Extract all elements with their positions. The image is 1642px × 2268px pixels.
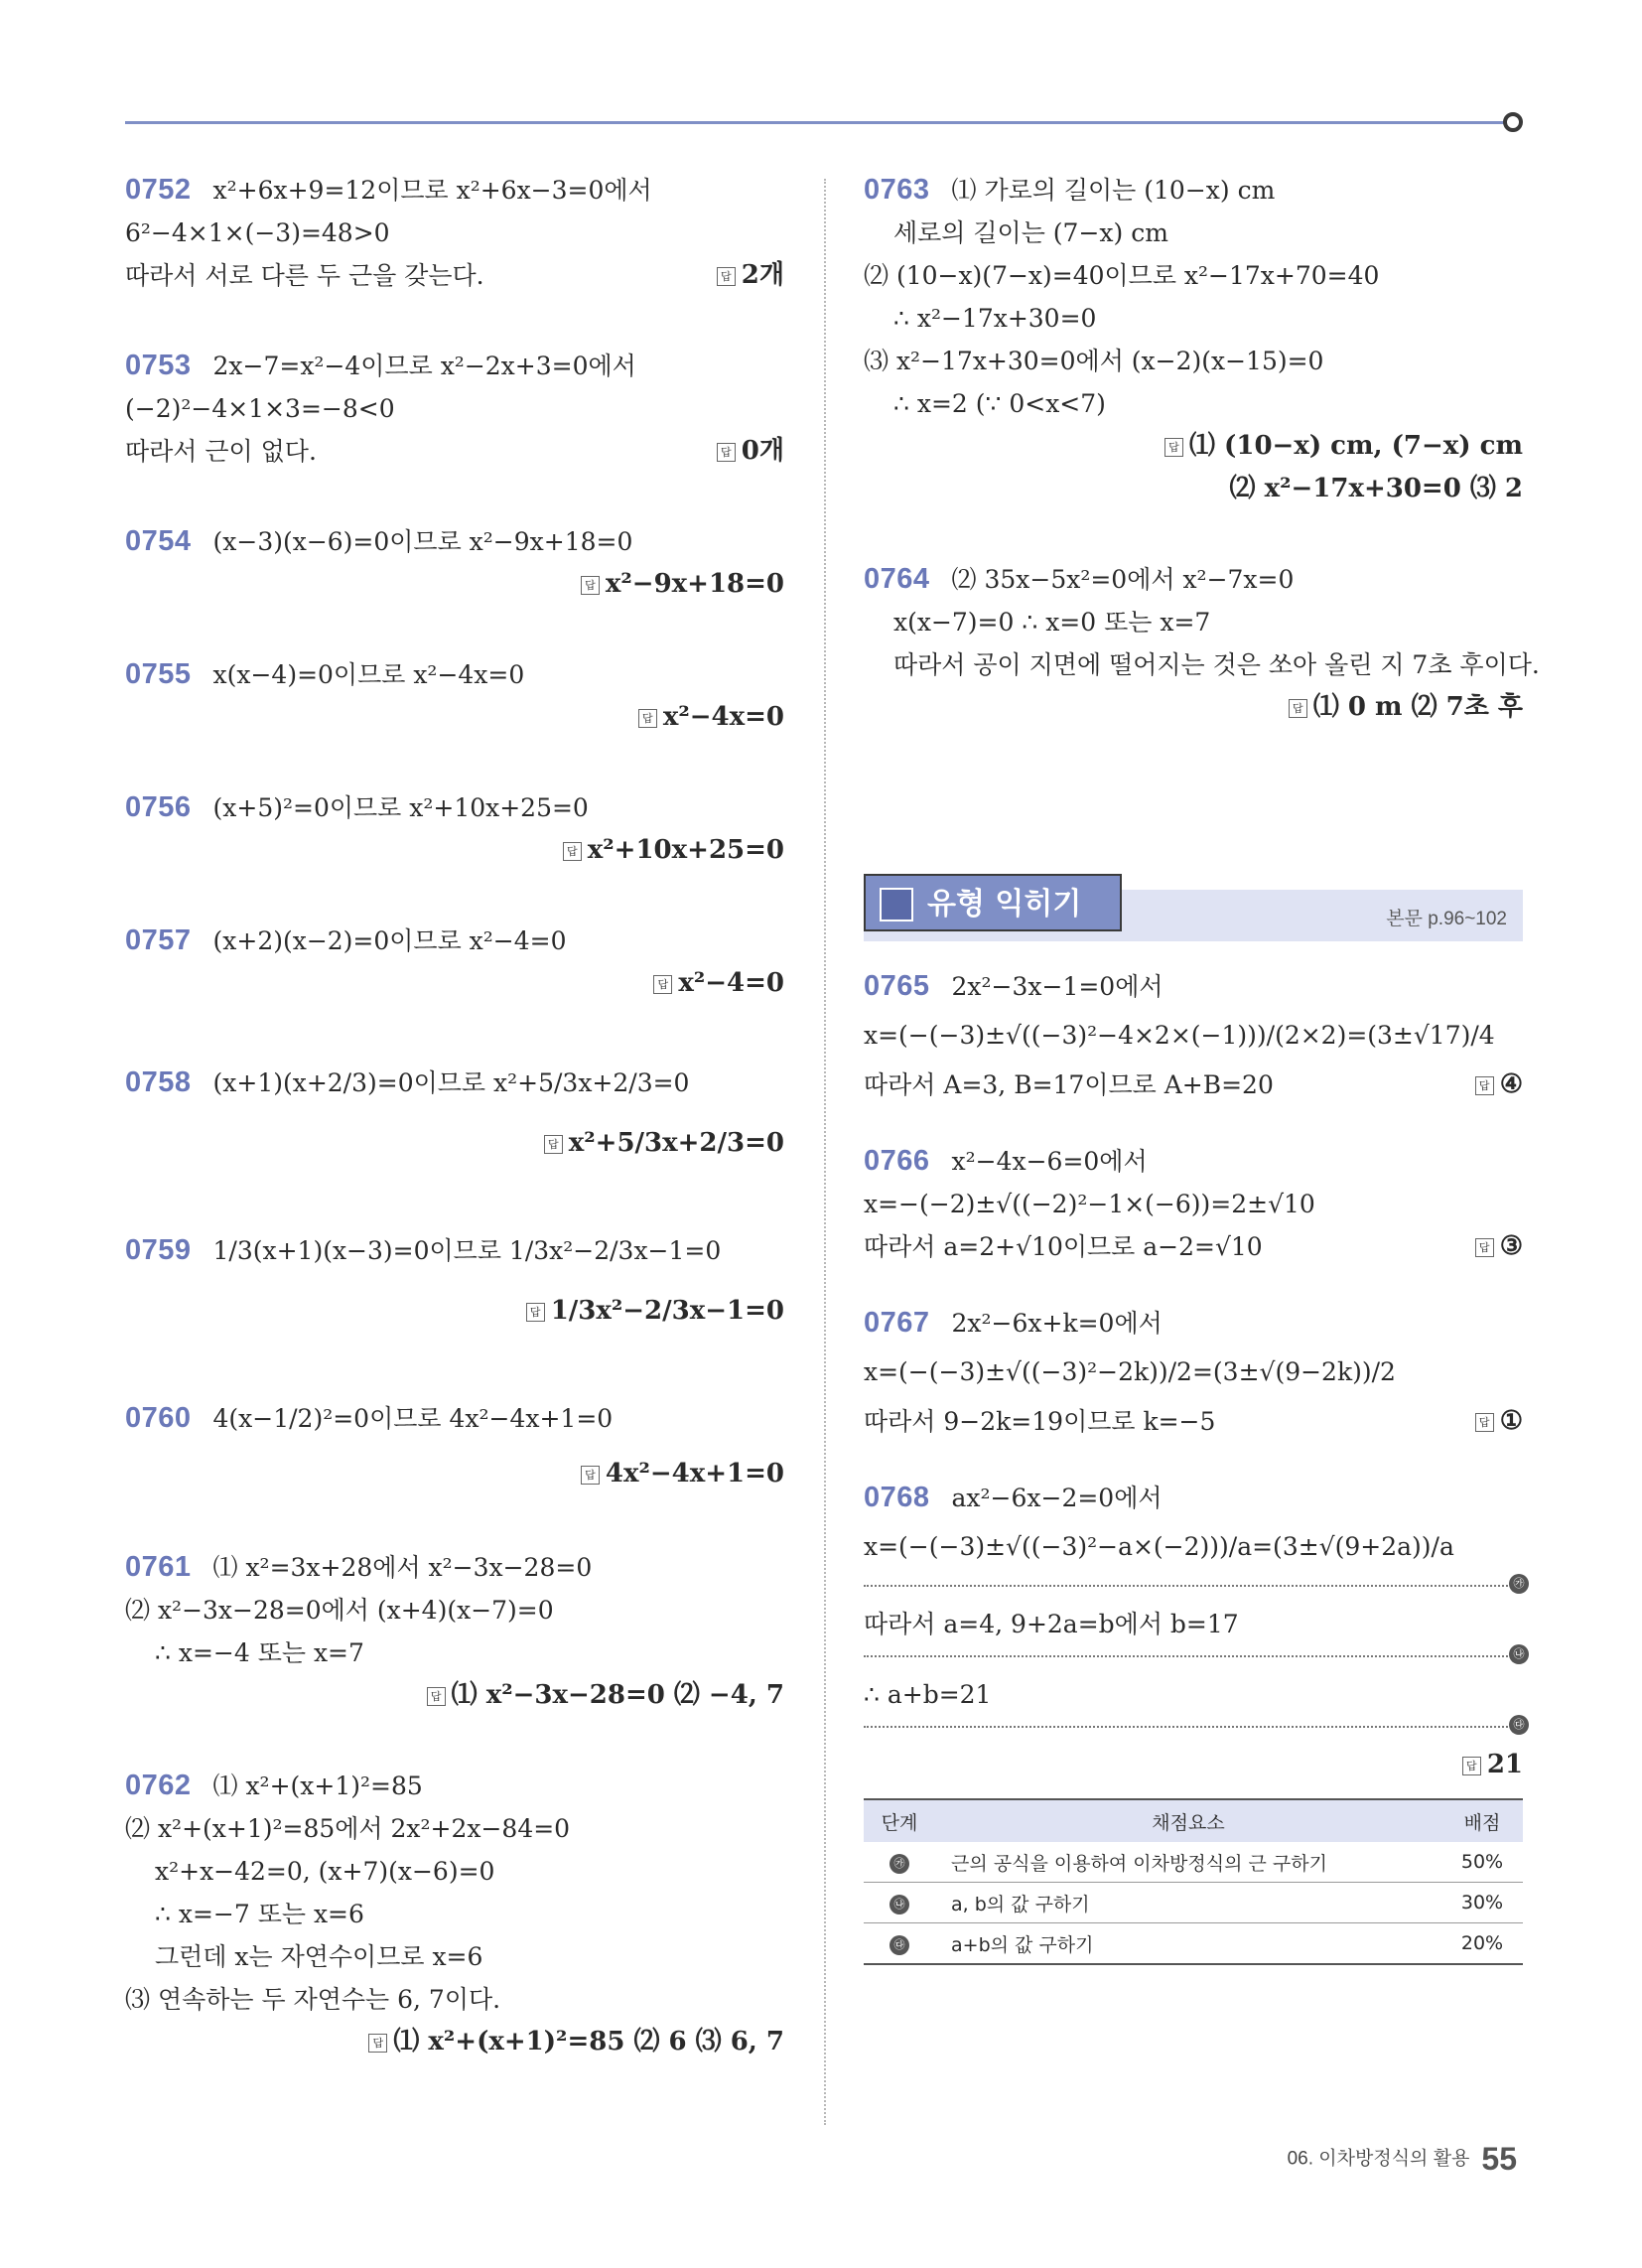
problem-number: 0764 (864, 563, 930, 595)
problem-0764 (864, 558, 1540, 729)
problem-0760 (125, 1388, 784, 1498)
solution-line: ∴ x²−17x+30=0 (893, 304, 1097, 333)
solution-line: ∴ x=2 (∵ 0<x<7) (893, 389, 1106, 418)
problem-number: 0757 (125, 924, 192, 956)
solution-line: x=(−(−3)±√((−3)²−2k))/2=(3±√(9−2k))/2 (864, 1357, 1396, 1386)
dotted-separator (864, 1647, 1525, 1660)
problem-number: 0753 (125, 350, 192, 381)
problem-number: 0768 (864, 1482, 930, 1513)
answer-icon: 답 (638, 709, 657, 728)
answer: ① (1499, 1406, 1523, 1436)
problem-number: 0758 (125, 1066, 192, 1098)
problem-number: 0759 (125, 1234, 192, 1266)
answer-icon: 답 (717, 443, 736, 462)
answer-icon: 답 (1475, 1076, 1494, 1095)
solution-line: ∴ a+b=21 (864, 1680, 992, 1709)
solution-line: 따라서 서로 다른 두 근을 갖는다. (125, 261, 484, 290)
dotted-separator (864, 1718, 1525, 1731)
solution-line: ax²−6x−2=0에서 (951, 1484, 1163, 1512)
answer-icon: 답 (544, 1135, 563, 1154)
answer-icon: 답 (1164, 438, 1183, 457)
problem-0754 (125, 520, 784, 606)
answer-icon: 답 (563, 842, 582, 861)
solution-line: ⑴ x²+(x+1)²=85 (212, 1772, 423, 1800)
solution-line: ⑶ 연속하는 두 자연수는 6, 7이다. (125, 1985, 501, 2014)
problem-number: 0766 (864, 1145, 930, 1177)
section-header (864, 874, 1523, 943)
answer: ⑵ x²−17x+30=0 ⑶ 2 (1229, 474, 1523, 503)
section-page-ref: 본문 p.96~102 (1386, 909, 1507, 929)
problem-number: 0752 (125, 174, 192, 206)
dotted-separator (864, 1577, 1525, 1590)
step-mark: ㉯ (889, 1895, 909, 1914)
answer-icon: 답 (653, 975, 672, 994)
solution-line: 2x−7=x²−4이므로 x²−2x+3=0에서 (212, 352, 636, 380)
solution-line: x²+x−42=0, (x+7)(x−6)=0 (155, 1857, 495, 1886)
table-header: 단계 (864, 1799, 935, 1842)
answer: 2개 (741, 260, 784, 290)
solution-line: x=(−(−3)±√((−3)²−4×2×(−1)))/(2×2)=(3±√17)/4 (864, 1021, 1495, 1050)
answer-icon: 답 (1289, 699, 1307, 718)
answer: x²−4=0 (678, 968, 784, 998)
solution-line: x(x−7)=0 ∴ x=0 또는 x=7 (893, 608, 1211, 637)
problem-number: 0761 (125, 1551, 192, 1583)
problem-0757 (125, 920, 784, 1005)
solution-line: 따라서 A=3, B=17이므로 A+B=20 (864, 1070, 1274, 1099)
score-item: a, b의 값 구하기 (935, 1883, 1441, 1923)
answer: x²+5/3x+2/3=0 (568, 1128, 784, 1158)
answer: ⑴ (10−x) cm, (7−x) cm (1189, 431, 1523, 461)
score-points: 50% (1441, 1842, 1523, 1883)
step-mark: ㉯ (1509, 1644, 1529, 1664)
problem-0759 (125, 1220, 784, 1341)
answer: x²+10x+25=0 (587, 835, 784, 865)
step-mark: ㉮ (889, 1854, 909, 1874)
problem-number: 0762 (125, 1770, 192, 1801)
answer-icon: 답 (368, 2034, 387, 2053)
problem-0768 (864, 1477, 1523, 1786)
solution-line: 따라서 근이 없다. (125, 437, 317, 466)
answer: 1/3x²−2/3x−1=0 (550, 1296, 784, 1326)
solution-line: 6²−4×1×(−3)=48>0 (125, 218, 390, 247)
solution-line: 따라서 공이 지면에 떨어지는 것은 쏘아 올린 지 7초 후이다. (893, 650, 1540, 679)
scoring-table (864, 1798, 1523, 1965)
solution-line: ⑵ (10−x)(7−x)=40이므로 x²−17x+70=40 (864, 261, 1380, 290)
solution-line: ⑵ 35x−5x²=0에서 x²−7x=0 (951, 565, 1295, 594)
answer: x²−4x=0 (662, 702, 784, 732)
solution-line: (x−3)(x−6)=0이므로 x²−9x+18=0 (212, 527, 633, 556)
problem-0765 (864, 965, 1523, 1106)
solution-line: 따라서 a=4, 9+2a=b에서 b=17 (864, 1610, 1239, 1638)
left-column (125, 169, 784, 2063)
page-footer (1288, 2141, 1517, 2178)
solution-line: (x+1)(x+2/3)=0이므로 x²+5/3x+2/3=0 (212, 1068, 690, 1097)
answer: ⑴ x²−3x−28=0 ⑵ −4, 7 (451, 1680, 784, 1710)
problem-0755 (125, 653, 784, 739)
answer-icon: 답 (581, 576, 600, 595)
answer: x²−9x+18=0 (605, 569, 784, 599)
answer-icon: 답 (717, 267, 736, 286)
score-item: 근의 공식을 이용하여 이차방정식의 근 구하기 (935, 1842, 1441, 1883)
table-row (864, 1883, 1523, 1923)
top-rule-dot (1503, 112, 1523, 132)
chapter-title: 06. 이차방정식의 활용 (1287, 2148, 1470, 2170)
problem-number: 0755 (125, 658, 192, 690)
solution-line: ⑴ x²=3x+28에서 x²−3x−28=0 (212, 1553, 593, 1582)
table-header: 채점요소 (935, 1799, 1441, 1842)
answer-icon: 답 (526, 1303, 545, 1322)
solution-line: ∴ x=−4 또는 x=7 (155, 1638, 364, 1667)
solution-line: 세로의 길이는 (7−x) cm (893, 218, 1168, 247)
answer: ④ (1499, 1069, 1523, 1099)
solution-line: ⑴ 가로의 길이는 (10−x) cm (951, 176, 1276, 205)
right-column (864, 169, 1540, 1965)
solution-line: x²−4x−6=0에서 (951, 1147, 1148, 1176)
problem-number: 0767 (864, 1307, 930, 1339)
solution-line: 4(x−1/2)²=0이므로 4x²−4x+1=0 (212, 1404, 614, 1433)
problem-0763 (864, 169, 1523, 510)
table-row (864, 1923, 1523, 1965)
problem-number: 0765 (864, 970, 930, 1002)
problem-0753 (125, 345, 784, 473)
table-row (864, 1842, 1523, 1883)
solution-line: (x+5)²=0이므로 x²+10x+25=0 (212, 793, 589, 822)
answer-icon: 답 (1475, 1413, 1494, 1432)
problem-0766 (864, 1140, 1523, 1268)
solution-line: ⑶ x²−17x+30=0에서 (x−2)(x−15)=0 (864, 347, 1324, 375)
section-title: 유형 익히기 (927, 887, 1082, 921)
answer: 0개 (741, 436, 784, 466)
book-icon (880, 888, 913, 921)
solution-line: 2x²−6x+k=0에서 (951, 1309, 1163, 1338)
answer: 4x²−4x+1=0 (605, 1459, 784, 1488)
solution-line: 2x²−3x−1=0에서 (951, 972, 1163, 1001)
answer: ③ (1499, 1231, 1523, 1261)
step-mark: ㉮ (1509, 1574, 1529, 1594)
section-tag (864, 874, 1122, 931)
problem-0758 (125, 1053, 784, 1173)
problem-0762 (125, 1765, 784, 2063)
answer-icon: 답 (581, 1466, 600, 1485)
problem-0756 (125, 786, 784, 872)
top-rule (125, 121, 1517, 124)
answer-icon: 답 (1462, 1757, 1481, 1775)
problem-number: 0756 (125, 791, 192, 823)
solution-line: x(x−4)=0이므로 x²−4x=0 (212, 660, 525, 689)
problem-0752 (125, 169, 784, 297)
solution-line: x²+6x+9=12이므로 x²+6x−3=0에서 (212, 176, 652, 205)
solution-line: 그런데 x는 자연수이므로 x=6 (155, 1942, 483, 1971)
score-points: 30% (1441, 1883, 1523, 1923)
solution-line: ⑵ x²−3x−28=0에서 (x+4)(x−7)=0 (125, 1596, 554, 1625)
solution-line: ⑵ x²+(x+1)²=85에서 2x²+2x−84=0 (125, 1814, 571, 1843)
answer: 21 (1486, 1750, 1523, 1779)
problem-0761 (125, 1546, 784, 1717)
solution-line: (−2)²−4×1×3=−8<0 (125, 394, 395, 423)
answer: ⑴ x²+(x+1)²=85 ⑵ 6 ⑶ 6, 7 (393, 2027, 784, 2056)
solution-line: 1/3(x+1)(x−3)=0이므로 1/3x²−2/3x−1=0 (212, 1236, 722, 1265)
solution-line: (x+2)(x−2)=0이므로 x²−4=0 (212, 926, 567, 955)
page-number: 55 (1481, 2141, 1517, 2177)
score-item: a+b의 값 구하기 (935, 1923, 1441, 1965)
score-points: 20% (1441, 1923, 1523, 1965)
solution-line: x=−(−2)±√((−2)²−1×(−6))=2±√10 (864, 1190, 1315, 1218)
step-mark: ㉰ (1509, 1715, 1529, 1735)
problem-number: 0760 (125, 1402, 192, 1434)
solution-line: ∴ x=−7 또는 x=6 (155, 1900, 364, 1928)
problem-0767 (864, 1302, 1523, 1443)
answer: ⑴ 0 m ⑵ 7초 후 (1312, 692, 1523, 722)
solution-line: 따라서 a=2+√10이므로 a−2=√10 (864, 1232, 1263, 1261)
problem-number: 0754 (125, 525, 192, 557)
step-mark: ㉰ (889, 1935, 909, 1955)
solution-line: 따라서 9−2k=19이므로 k=−5 (864, 1407, 1216, 1436)
problem-number: 0763 (864, 174, 930, 206)
answer-icon: 답 (1475, 1238, 1494, 1257)
solution-line: x=(−(−3)±√((−3)²−a×(−2)))/a=(3±√(9+2a))/a (864, 1532, 1454, 1561)
column-divider (824, 179, 826, 2125)
answer-icon: 답 (427, 1687, 446, 1706)
table-header: 배점 (1441, 1799, 1523, 1842)
